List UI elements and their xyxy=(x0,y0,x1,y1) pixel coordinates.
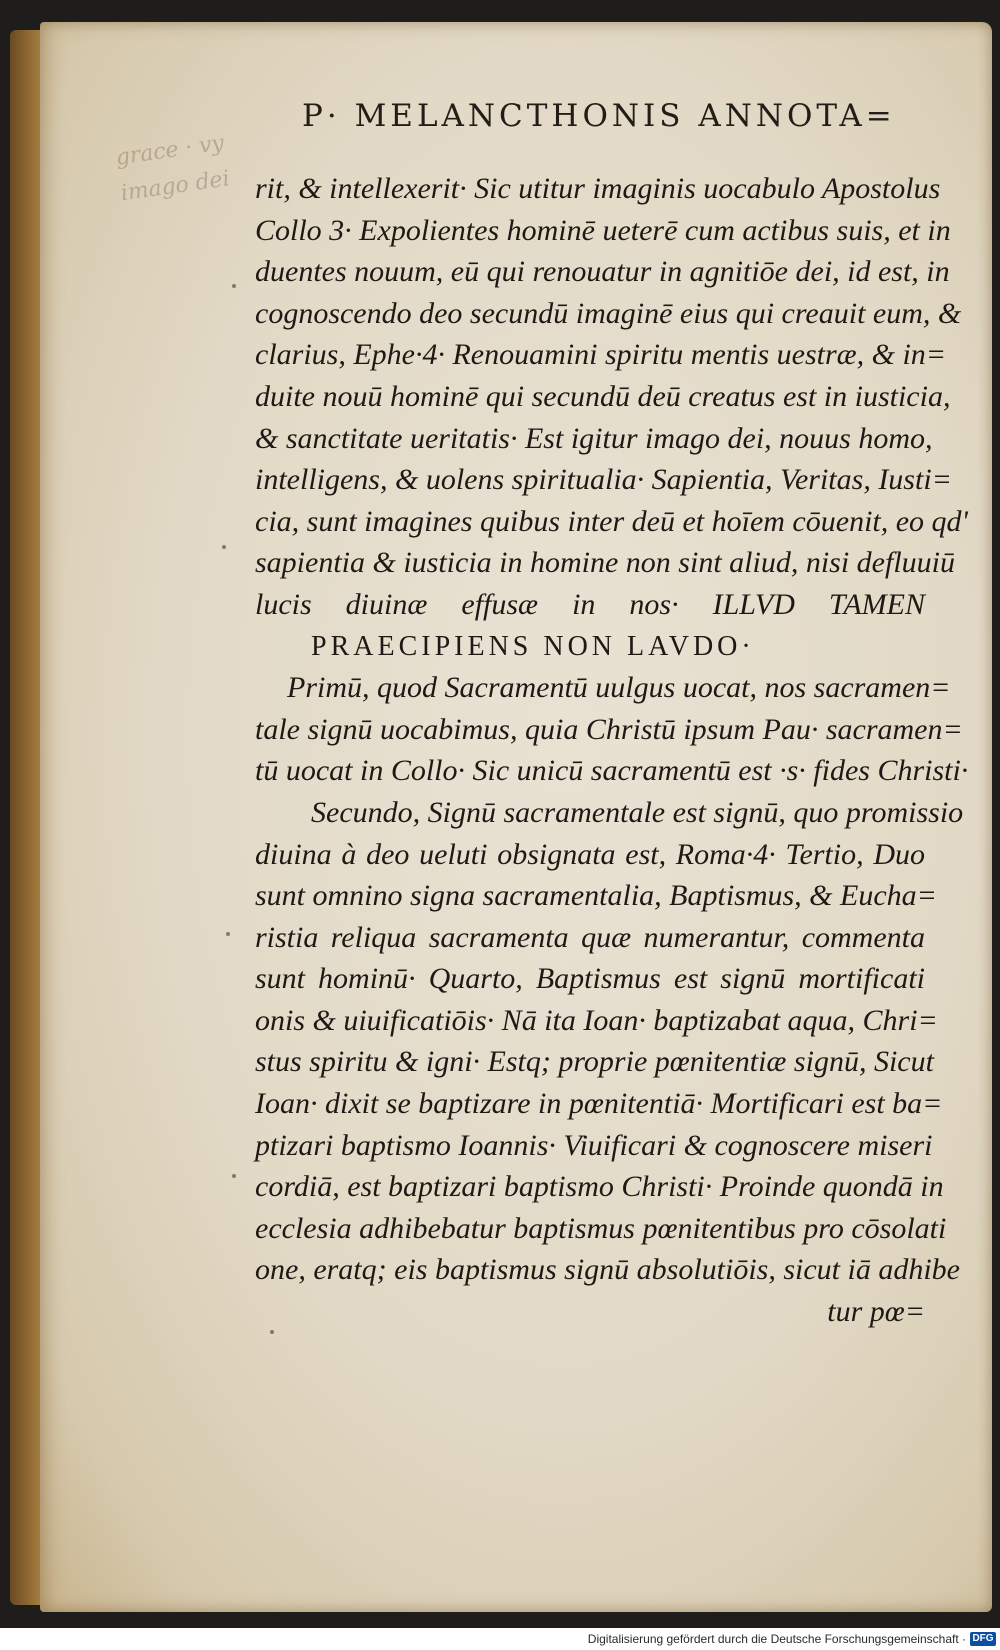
ink-speck xyxy=(270,1330,274,1334)
funding-credit: Digitalisierung gefördert durch die Deutsche Forschungsgemeinschaft · xyxy=(587,1632,966,1646)
text-line: sunt omnino signa sacramentalia, Baptismus, & Eucha= xyxy=(255,879,937,913)
text-line: rit, & intellexerit· Sic utitur imaginis uocabulo Apostolus xyxy=(255,172,941,205)
bleed-through-line: imago dei xyxy=(119,166,232,207)
text-line: stus spiritu & igni· Estq; proprie pœnitentiæ signū, Sicut xyxy=(255,1045,934,1079)
text-line: lucis diuinæ effusæ in nos· ILLVD TAMEN xyxy=(255,587,925,621)
bleed-through-line: grace · vy xyxy=(114,130,226,171)
text-line: & sanctitate ueritatis· Est igitur imago dei, nouus homo, xyxy=(255,421,933,455)
text-line: tale signū uocabimus, quia Christū ipsum Pau· sacramen= xyxy=(255,712,963,746)
text-line: Primū, quod Sacramentū uulgus uocat, nos sacramen= xyxy=(287,671,951,705)
text-line: cia, sunt imagines quibus inter deū et hoīem cōuenit, eo qd' xyxy=(255,504,968,538)
ink-speck xyxy=(222,545,226,549)
text-line: sapientia & iusticia in homine non sint aliud, nisi defluuiū xyxy=(255,546,955,580)
text-line: clarius, Ephe·4· Renouamini spiritu mentis uestræ, & in= xyxy=(255,338,947,372)
running-head: P· MELANCTHONIS ANNOTA= xyxy=(302,98,896,134)
text-line: ristia reliqua sacramenta quæ numerantur, commenta xyxy=(255,920,925,954)
section-heading: PRAECIPIENS NON LAVDO· xyxy=(311,630,755,662)
text-line: Collo 3· Expolientes hominē ueterē cum actibus suis, et in xyxy=(255,213,951,247)
text-line: one, eratq; eis baptismus signū absolutiōis, sicut iā adhibe xyxy=(255,1253,960,1287)
text-line: ptizari baptismo Ioannis· Viuificari & cognoscere miseri xyxy=(255,1128,933,1162)
text-line: diuina à deo ueluti obsignata est, Roma·4· Tertio, Duo xyxy=(255,837,925,871)
text-line: cordiā, est baptizari baptismo Christi· Proinde quondā in xyxy=(255,1170,944,1204)
text-line: duentes nouum, eū qui renouatur in agnitiōe dei, id est, in xyxy=(255,255,950,289)
body-text xyxy=(255,168,969,1333)
text-line: tū uocat in Collo· Sic unicū sacramentū est ·s· fides Christi· xyxy=(255,754,969,788)
dfg-logo: DFG xyxy=(970,1632,996,1646)
text-line: ecclesia adhibebatur baptismus pœnitentibus pro cōsolati xyxy=(255,1211,947,1245)
text-line: sunt hominū· Quarto, Baptismus est signū mortificati xyxy=(255,962,925,996)
ink-speck xyxy=(226,932,230,936)
text-line: onis & uiuificatiōis· Nā ita Ioan· baptizabat aqua, Chri= xyxy=(255,1003,938,1037)
ink-speck xyxy=(232,284,236,288)
ink-speck xyxy=(232,1174,236,1178)
footer-bar xyxy=(0,1628,1000,1650)
text-line: Ioan· dixit se baptizare in pœnitentiā· Mortificari est ba= xyxy=(255,1087,943,1121)
text-line: cognoscendo deo secundū imaginē eius qui creauit eum, & xyxy=(255,296,962,330)
text-line: Secundo, Signū sacramentale est signū, quo promissio xyxy=(311,795,964,829)
text-line: duite nouū hominē qui secundū deū creatus est in iusticia, xyxy=(255,379,951,413)
text-line: intelligens, & uolens spiritualia· Sapientia, Veritas, Iusti= xyxy=(255,463,952,497)
catchword: tur pœ= xyxy=(827,1295,925,1329)
